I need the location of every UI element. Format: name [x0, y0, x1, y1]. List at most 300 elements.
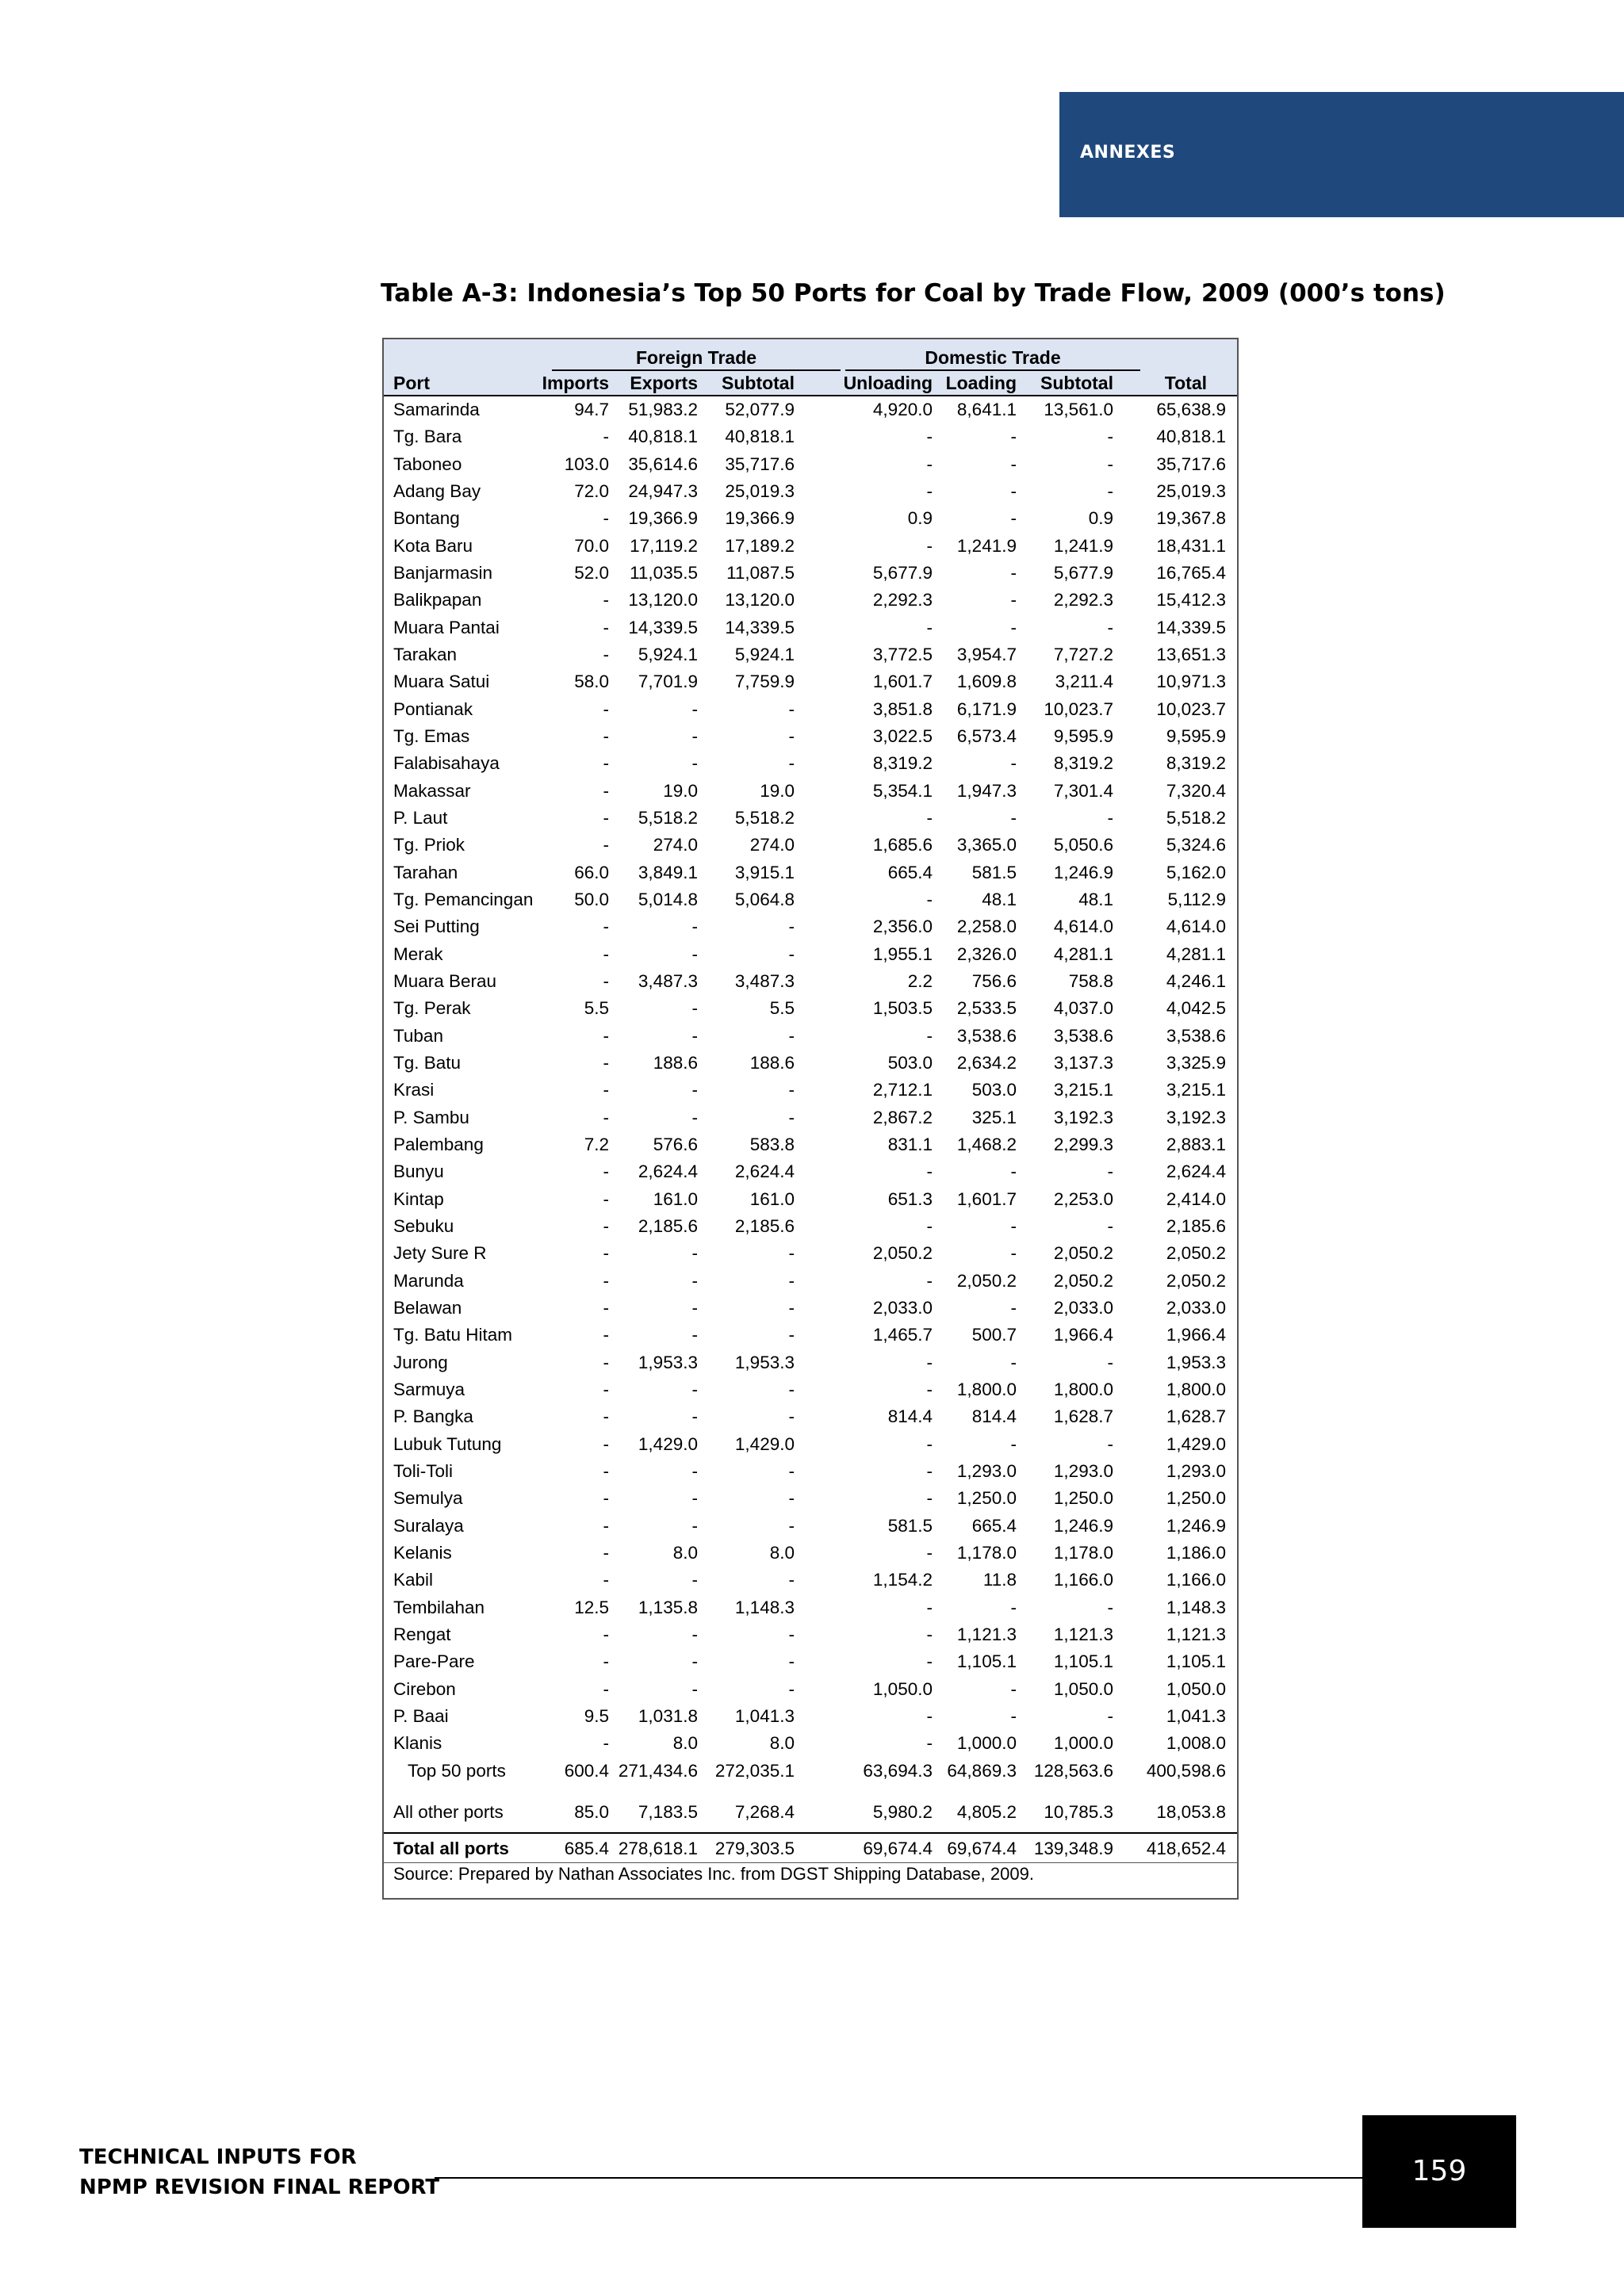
foreign-subtotal-cell: 7,759.9: [734, 672, 795, 692]
table-row: [384, 1322, 1237, 1349]
imports-cell: -: [603, 1733, 609, 1754]
imports-cell: -: [603, 1433, 609, 1454]
unloading-cell: -: [926, 617, 933, 637]
col-header-total: Total: [1164, 373, 1207, 393]
table-row: [384, 423, 1237, 450]
imports-cell: 9.5: [584, 1705, 609, 1726]
loading-cell: 503.0: [971, 1080, 1017, 1100]
exports-cell: 1,135.8: [638, 1597, 698, 1617]
domestic-subtotal-cell: 7,727.2: [1053, 644, 1113, 664]
exports-cell: -: [691, 1325, 698, 1345]
table-row: [384, 1158, 1237, 1185]
exports-cell: 271,434.6: [618, 1760, 698, 1781]
port-name-cell: Marunda: [393, 1270, 464, 1291]
table-row: [384, 1431, 1237, 1458]
domestic-subtotal-cell: 128,563.6: [1033, 1760, 1113, 1781]
table-row: [384, 886, 1237, 913]
port-name-cell: All other ports: [393, 1801, 504, 1822]
table-row: [384, 1730, 1237, 1757]
domestic-subtotal-cell: 1,628.7: [1053, 1406, 1113, 1427]
table-row: [384, 941, 1237, 968]
loading-cell: 11.8: [982, 1570, 1017, 1590]
unloading-cell: 5,677.9: [872, 562, 933, 583]
loading-cell: 2,326.0: [956, 943, 1017, 964]
unloading-cell: 831.1: [887, 1134, 933, 1154]
col-header-port: Port: [393, 373, 430, 393]
total-cell: 1,966.4: [1166, 1325, 1226, 1345]
foreign-subtotal-cell: 11,087.5: [726, 562, 795, 583]
foreign-subtotal-cell: -: [788, 1406, 795, 1427]
total-cell: 1,800.0: [1166, 1379, 1226, 1399]
loading-cell: -: [1010, 562, 1017, 583]
loading-cell: 3,538.6: [956, 1025, 1017, 1046]
unloading-cell: 1,503.5: [872, 998, 933, 1019]
exports-cell: -: [691, 1460, 698, 1481]
domestic-subtotal-cell: -: [1107, 1597, 1113, 1617]
foreign-subtotal-cell: 35,717.6: [725, 453, 795, 474]
exports-cell: 19.0: [663, 780, 698, 801]
table-row: [384, 1295, 1237, 1322]
port-name-cell: Kabil: [393, 1570, 434, 1590]
exports-cell: -: [691, 725, 698, 746]
domestic-subtotal-cell: 10,785.3: [1044, 1801, 1113, 1822]
exports-cell: 576.6: [653, 1134, 698, 1154]
loading-cell: 1,800.0: [956, 1379, 1017, 1399]
loading-cell: 325.1: [971, 1107, 1017, 1127]
imports-cell: -: [603, 1406, 609, 1427]
unloading-cell: 2.2: [907, 970, 933, 991]
domestic-subtotal-cell: 2,253.0: [1053, 1188, 1113, 1209]
total-cell: 15,412.3: [1156, 590, 1226, 610]
exports-cell: 5,014.8: [638, 889, 698, 909]
foreign-subtotal-cell: 52,077.9: [725, 400, 795, 419]
total-cell: 1,293.0: [1166, 1460, 1226, 1481]
exports-cell: -: [691, 1080, 698, 1100]
exports-cell: 5,924.1: [638, 644, 698, 664]
unloading-cell: -: [926, 480, 933, 501]
footer-line-2: NPMP REVISION FINAL REPORT: [79, 2175, 440, 2199]
total-cell: 9,595.9: [1166, 725, 1226, 746]
total-cell: 8,319.2: [1166, 753, 1226, 774]
loading-cell: 8,641.1: [956, 400, 1017, 419]
table-row: [384, 587, 1237, 614]
loading-cell: 48.1: [982, 889, 1017, 909]
exports-cell: -: [691, 1488, 698, 1509]
exports-cell: -: [691, 1678, 698, 1699]
total-cell: 5,324.6: [1166, 835, 1226, 855]
total-cell: 1,250.0: [1166, 1488, 1226, 1509]
imports-cell: 7.2: [584, 1134, 609, 1154]
imports-cell: 70.0: [574, 535, 609, 556]
loading-cell: 756.6: [971, 970, 1017, 991]
domestic-subtotal-cell: 1,121.3: [1053, 1624, 1113, 1644]
exports-cell: -: [691, 1025, 698, 1046]
port-name-cell: Tarakan: [393, 644, 458, 664]
table-row: [384, 1513, 1237, 1540]
port-name-cell: Merak: [393, 943, 443, 964]
foreign-subtotal-cell: -: [788, 1651, 795, 1672]
port-name-cell: Cirebon: [393, 1678, 456, 1699]
foreign-subtotal-cell: -: [788, 943, 795, 964]
port-name-cell: Lubuk Tutung: [393, 1433, 502, 1454]
port-name-cell: Muara Pantai: [393, 617, 500, 637]
table-row: [384, 1676, 1237, 1703]
domestic-subtotal-cell: 2,292.3: [1053, 590, 1113, 610]
exports-cell: -: [691, 1515, 698, 1536]
foreign-subtotal-cell: 8.0: [769, 1733, 795, 1754]
domestic-subtotal-cell: 3,192.3: [1053, 1107, 1113, 1127]
foreign-subtotal-cell: -: [788, 1678, 795, 1699]
total-cell: 1,050.0: [1166, 1678, 1226, 1699]
imports-cell: 58.0: [574, 672, 609, 692]
foreign-subtotal-cell: 583.8: [749, 1134, 795, 1154]
total-cell: 40,818.1: [1156, 427, 1226, 447]
exports-cell: 51,983.2: [628, 400, 698, 419]
port-name-cell: Krasi: [393, 1080, 435, 1100]
loading-cell: 665.4: [971, 1515, 1017, 1536]
foreign-subtotal-cell: -: [788, 1025, 795, 1046]
loading-cell: 69,674.4: [947, 1838, 1017, 1858]
domestic-subtotal-cell: 4,037.0: [1053, 998, 1113, 1019]
foreign-subtotal-cell: 2,185.6: [734, 1215, 795, 1236]
foreign-trade-header: Foreign Trade: [635, 347, 757, 368]
total-cell: 25,019.3: [1156, 480, 1226, 501]
foreign-subtotal-cell: -: [788, 1243, 795, 1264]
imports-cell: -: [603, 1570, 609, 1590]
unloading-cell: 1,050.0: [872, 1678, 933, 1699]
imports-cell: -: [603, 780, 609, 801]
exports-cell: 11,035.5: [630, 562, 698, 583]
total-cell: 1,186.0: [1166, 1542, 1226, 1563]
foreign-subtotal-cell: 5.5: [769, 998, 795, 1019]
loading-cell: 2,533.5: [956, 998, 1017, 1019]
domestic-subtotal-cell: 139,348.9: [1033, 1838, 1113, 1858]
table-row: [384, 478, 1237, 505]
domestic-subtotal-cell: 1,105.1: [1053, 1651, 1113, 1672]
port-name-cell: Top 50 ports: [408, 1760, 506, 1781]
domestic-trade-header: Domestic Trade: [925, 347, 1061, 368]
unloading-cell: 2,292.3: [872, 590, 933, 610]
total-cell: 4,281.1: [1166, 943, 1226, 964]
imports-cell: 94.7: [574, 400, 609, 419]
unloading-cell: 2,712.1: [872, 1080, 933, 1100]
imports-cell: -: [603, 1107, 609, 1127]
foreign-subtotal-cell: 17,189.2: [725, 535, 795, 556]
port-name-cell: Tarahan: [393, 862, 458, 882]
loading-cell: 64,869.3: [947, 1760, 1017, 1781]
exports-cell: 2,624.4: [638, 1161, 698, 1182]
table-row: [384, 968, 1237, 995]
domestic-subtotal-cell: 1,000.0: [1053, 1733, 1113, 1754]
table-row: [384, 505, 1237, 532]
loading-cell: -: [1010, 508, 1017, 529]
unloading-cell: -: [926, 1542, 933, 1563]
domestic-subtotal-cell: 8,319.2: [1053, 753, 1113, 774]
foreign-subtotal-cell: 14,339.5: [725, 617, 795, 637]
foreign-subtotal-cell: 5,064.8: [734, 889, 795, 909]
domestic-subtotal-cell: 48.1: [1078, 889, 1113, 909]
source-note: Source: Prepared by Nathan Associates Inc. from DGST Shipping Database, 2009.: [393, 1863, 1034, 1884]
foreign-subtotal-cell: -: [788, 1488, 795, 1509]
table-row: [384, 614, 1237, 641]
loading-cell: 2,050.2: [956, 1270, 1017, 1291]
total-cell: 1,105.1: [1166, 1651, 1226, 1672]
domestic-subtotal-cell: 9,595.9: [1053, 725, 1113, 746]
port-name-cell: Muara Berau: [393, 970, 497, 991]
foreign-subtotal-cell: 5,518.2: [734, 807, 795, 828]
total-rule: [384, 1832, 1237, 1834]
unloading-cell: -: [926, 1025, 933, 1046]
loading-cell: 1,601.7: [956, 1188, 1017, 1209]
total-cell: 10,971.3: [1156, 672, 1226, 692]
imports-cell: -: [603, 590, 609, 610]
exports-cell: -: [691, 1107, 698, 1127]
domestic-subtotal-cell: 5,050.6: [1053, 835, 1113, 855]
total-cell: 2,033.0: [1166, 1297, 1226, 1318]
loading-cell: 2,258.0: [956, 916, 1017, 937]
source-rule: [384, 1862, 1237, 1863]
domestic-subtotal-cell: 1,166.0: [1053, 1570, 1113, 1590]
table-row: [384, 913, 1237, 940]
loading-cell: 2,634.2: [956, 1052, 1017, 1073]
table-row: [384, 1240, 1237, 1267]
total-cell: 2,050.2: [1166, 1270, 1226, 1291]
total-cell: 10,023.7: [1156, 698, 1226, 719]
loading-cell: 500.7: [971, 1325, 1017, 1345]
imports-cell: -: [603, 1325, 609, 1345]
exports-cell: 1,953.3: [638, 1352, 698, 1372]
loading-cell: -: [1010, 753, 1017, 774]
foreign-subtotal-cell: 5,924.1: [734, 644, 795, 664]
section-header-band: [1059, 92, 1624, 217]
domestic-subtotal-cell: -: [1107, 807, 1113, 828]
loading-cell: -: [1010, 1678, 1017, 1699]
port-name-cell: P. Bangka: [393, 1406, 473, 1427]
table-row: [384, 668, 1237, 695]
table-row: [384, 1268, 1237, 1295]
total-cell: 14,339.5: [1156, 617, 1226, 637]
foreign-subtotal-cell: 40,818.1: [725, 427, 795, 447]
port-name-cell: Jety Sure R: [393, 1243, 487, 1264]
exports-cell: -: [691, 1570, 698, 1590]
total-cell: 1,429.0: [1166, 1433, 1226, 1454]
unloading-cell: 8,319.2: [872, 753, 933, 774]
port-name-cell: Pontianak: [393, 698, 473, 719]
port-name-cell: Kelanis: [393, 1542, 452, 1563]
exports-cell: -: [691, 943, 698, 964]
domestic-subtotal-cell: 2,050.2: [1053, 1243, 1113, 1264]
unloading-cell: 69,674.4: [863, 1838, 933, 1858]
total-cell: 3,192.3: [1166, 1107, 1226, 1127]
table-row: [384, 1077, 1237, 1104]
domestic-subtotal-cell: 2,299.3: [1053, 1134, 1113, 1154]
table-row: [384, 1376, 1237, 1403]
foreign-subtotal-cell: -: [788, 725, 795, 746]
port-name-cell: Kota Baru: [393, 535, 473, 556]
total-cell: 2,414.0: [1166, 1188, 1226, 1209]
total-cell: 1,166.0: [1166, 1570, 1226, 1590]
exports-cell: -: [691, 753, 698, 774]
port-name-cell: Falabisahaya: [393, 753, 500, 774]
foreign-subtotal-cell: -: [788, 753, 795, 774]
foreign-subtotal-cell: 3,487.3: [734, 970, 795, 991]
table-row: [384, 1458, 1237, 1485]
unloading-cell: 0.9: [907, 508, 933, 529]
domestic-subtotal-cell: -: [1107, 1215, 1113, 1236]
loading-cell: 4,805.2: [956, 1801, 1017, 1822]
total-cell: 4,614.0: [1166, 916, 1226, 937]
imports-cell: -: [603, 698, 609, 719]
total-cell: 2,883.1: [1166, 1134, 1226, 1154]
domestic-subtotal-cell: 0.9: [1088, 508, 1113, 529]
foreign-subtotal-cell: 19.0: [760, 780, 795, 801]
port-name-cell: Tembilahan: [393, 1597, 485, 1617]
foreign-subtotal-cell: 13,120.0: [725, 590, 795, 610]
domestic-subtotal-cell: 1,966.4: [1053, 1325, 1113, 1345]
exports-cell: 17,119.2: [630, 535, 698, 556]
total-cell: 3,325.9: [1166, 1052, 1226, 1073]
table-row: [384, 995, 1237, 1022]
foreign-subtotal-cell: -: [788, 1570, 795, 1590]
total-cell: 7,320.4: [1166, 780, 1226, 801]
imports-cell: 5.5: [584, 998, 609, 1019]
domestic-subtotal-cell: 1,293.0: [1053, 1460, 1113, 1481]
imports-cell: -: [603, 1025, 609, 1046]
table-row: [384, 1703, 1237, 1730]
domestic-subtotal-cell: 1,178.0: [1053, 1542, 1113, 1563]
imports-cell: 66.0: [574, 862, 609, 882]
unloading-cell: 581.5: [887, 1515, 933, 1536]
total-cell: 18,431.1: [1156, 535, 1226, 556]
unloading-cell: 1,685.6: [872, 835, 933, 855]
imports-cell: 103.0: [564, 453, 609, 474]
domestic-subtotal-cell: 3,215.1: [1053, 1080, 1113, 1100]
port-name-cell: Tg. Batu: [393, 1052, 462, 1073]
loading-cell: -: [1010, 1243, 1017, 1264]
loading-cell: 3,954.7: [956, 644, 1017, 664]
domestic-subtotal-cell: 1,800.0: [1053, 1379, 1113, 1399]
loading-cell: 1,947.3: [956, 780, 1017, 801]
domestic-subtotal-cell: 758.8: [1068, 970, 1113, 991]
imports-cell: -: [603, 1488, 609, 1509]
imports-cell: -: [603, 1161, 609, 1182]
total-all-ports-row: [384, 1835, 1237, 1862]
foreign-subtotal-cell: 1,953.3: [734, 1352, 795, 1372]
port-name-cell: Sebuku: [393, 1215, 454, 1236]
unloading-cell: 5,980.2: [872, 1801, 933, 1822]
foreign-subtotal-cell: -: [788, 1624, 795, 1644]
total-cell: 3,538.6: [1166, 1025, 1226, 1046]
unloading-cell: 3,851.8: [872, 698, 933, 719]
footer-report-title: [79, 2142, 439, 2202]
port-name-cell: Adang Bay: [393, 480, 481, 501]
loading-cell: 3,365.0: [956, 835, 1017, 855]
exports-cell: 3,849.1: [638, 862, 698, 882]
table-row: [384, 859, 1237, 886]
port-name-cell: Semulya: [393, 1488, 463, 1509]
imports-cell: -: [603, 1215, 609, 1236]
unloading-cell: -: [926, 889, 933, 909]
port-name-cell: Sarmuya: [393, 1379, 465, 1399]
exports-cell: 35,614.6: [628, 453, 698, 474]
unloading-cell: 63,694.3: [863, 1760, 933, 1781]
total-cell: 16,765.4: [1156, 562, 1226, 583]
col-header-loading: Loading: [945, 373, 1017, 393]
exports-cell: 40,818.1: [628, 427, 698, 447]
foreign-subtotal-cell: 274.0: [749, 835, 795, 855]
unloading-cell: -: [926, 807, 933, 828]
imports-cell: -: [603, 1270, 609, 1291]
exports-cell: 274.0: [653, 835, 698, 855]
imports-cell: -: [603, 1624, 609, 1644]
total-cell: 19,367.8: [1156, 508, 1226, 529]
unloading-cell: 2,356.0: [872, 916, 933, 937]
col-header-foreign-subtotal: Subtotal: [722, 373, 795, 393]
total-cell: 5,112.9: [1167, 889, 1226, 909]
loading-cell: 1,000.0: [956, 1733, 1017, 1754]
port-name-cell: Klanis: [393, 1733, 442, 1754]
exports-cell: 161.0: [653, 1188, 698, 1209]
loading-cell: -: [1010, 480, 1017, 501]
loading-cell: -: [1010, 1705, 1017, 1726]
port-name-cell: Tuban: [393, 1025, 443, 1046]
loading-cell: -: [1010, 1352, 1017, 1372]
total-cell: 1,121.3: [1166, 1624, 1226, 1644]
unloading-cell: 814.4: [887, 1406, 933, 1427]
table-row: [384, 396, 1237, 423]
imports-cell: -: [603, 807, 609, 828]
foreign-subtotal-cell: 8.0: [769, 1542, 795, 1563]
unloading-cell: -: [926, 1352, 933, 1372]
foreign-subtotal-cell: 7,268.4: [734, 1801, 795, 1822]
imports-cell: -: [603, 1515, 609, 1536]
unloading-cell: -: [926, 1651, 933, 1672]
col-header-domestic-subtotal: Subtotal: [1040, 373, 1113, 393]
table-row: [384, 1485, 1237, 1512]
exports-cell: 7,701.9: [638, 672, 698, 692]
port-name-cell: Belawan: [393, 1297, 462, 1318]
all-other-ports-row: [384, 1799, 1237, 1826]
foreign-subtotal-cell: -: [788, 1297, 795, 1318]
total-cell: 1,953.3: [1166, 1352, 1226, 1372]
port-name-cell: Tg. Bara: [393, 427, 462, 447]
exports-cell: -: [691, 1406, 698, 1427]
total-cell: 3,215.1: [1166, 1080, 1226, 1100]
foreign-subtotal-cell: 3,915.1: [734, 862, 795, 882]
exports-cell: 14,339.5: [628, 617, 698, 637]
port-name-cell: Samarinda: [393, 400, 480, 419]
port-name-cell: P. Sambu: [393, 1107, 469, 1127]
foreign-subtotal-cell: -: [788, 1379, 795, 1399]
exports-cell: -: [691, 1624, 698, 1644]
unloading-cell: 3,022.5: [872, 725, 933, 746]
exports-cell: 7,183.5: [638, 1801, 698, 1822]
total-cell: 65,638.9: [1156, 400, 1226, 419]
foreign-subtotal-cell: 279,303.5: [714, 1838, 795, 1858]
imports-cell: -: [603, 1379, 609, 1399]
imports-cell: -: [603, 835, 609, 855]
port-name-cell: Banjarmasin: [393, 562, 493, 583]
foreign-subtotal-cell: -: [788, 1270, 795, 1291]
imports-cell: 685.4: [564, 1838, 609, 1858]
port-name-cell: Suralaya: [393, 1515, 464, 1536]
domestic-subtotal-cell: -: [1107, 1352, 1113, 1372]
section-label: ANNEXES: [1080, 143, 1176, 163]
total-cell: 2,050.2: [1166, 1243, 1226, 1264]
loading-cell: 1,241.9: [956, 535, 1017, 556]
loading-cell: 1,178.0: [956, 1542, 1017, 1563]
imports-cell: -: [603, 970, 609, 991]
